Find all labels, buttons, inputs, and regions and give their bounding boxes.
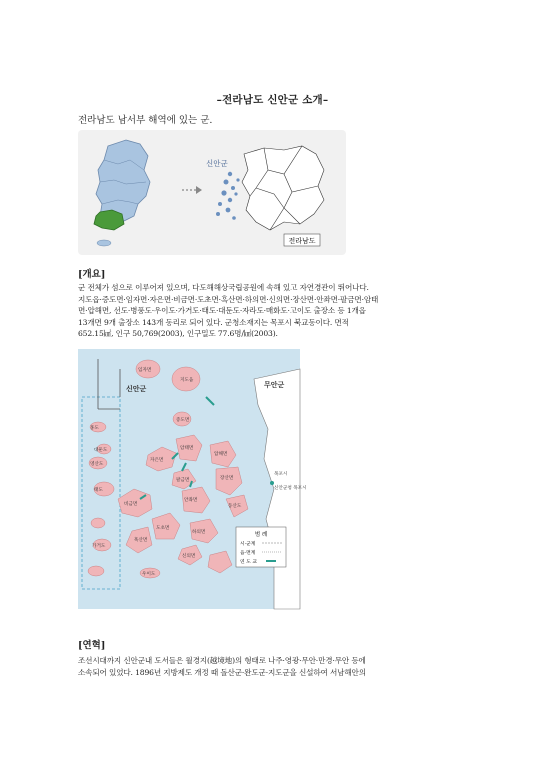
island-label: 안좌면	[184, 498, 198, 503]
overview-line: 지도읍·증도면·임자면·자은면·비금면·도초면·흑산면·하의면·신의면·장산면·안좌면·팔금면·암태	[78, 294, 379, 304]
page-title: –전라남도 신안군 소개–	[216, 94, 329, 106]
overview-heading: [개요]	[78, 269, 106, 280]
island-label: 장산면	[220, 476, 234, 481]
legend-row: 연 도 교	[240, 560, 257, 565]
county-map-label: 신안군	[206, 159, 228, 168]
island-label: 가거도	[92, 544, 106, 549]
map-county-label: 신안군	[126, 385, 147, 393]
island-label: 신의면	[182, 554, 196, 559]
island-label: 동산도	[228, 504, 242, 509]
map-neighbor-label: 무안군	[264, 381, 285, 389]
island-label: 대둔도	[94, 448, 108, 453]
history-paragraph	[78, 655, 470, 678]
korea-map	[94, 140, 150, 246]
county-office-marker	[270, 481, 274, 485]
location-map-image	[78, 130, 346, 255]
legend-title: 범 례	[254, 532, 268, 538]
overview-paragraph	[78, 282, 470, 340]
island-label: 비금면	[124, 502, 138, 507]
history-line: 조선시대까지 신안군내 도서들은 월경지(越境地)의 형태로 나주·영광·무안·만경·무안 등에	[78, 656, 366, 665]
overview-line: 군 전체가 섬으로 이루어져 있으며, 다도해해상국립공원에 속해 있고 자연경관이 뛰어나다.	[78, 283, 369, 292]
legend-row: 읍·면계	[240, 551, 256, 556]
island-label: 홍도	[90, 426, 99, 431]
island-label: 팔금면	[176, 478, 190, 483]
history-heading: [연혁]	[78, 640, 106, 651]
history-line: 소속되어 있었다. 1896년 지방제도 개정 때 돌산군·완도군·지도군을 신설하여 서남해안의	[78, 667, 366, 677]
overview-line: 13개면 9개 출장소 143개 동리로 되어 있다. 군청소재지는 목포시 북교동이다. 면적	[78, 317, 349, 327]
island-label: 우이도	[142, 572, 156, 577]
intro-text: 전라남도 남서부 해역에 있는 군.	[78, 115, 213, 126]
island-label: 태도	[94, 488, 103, 493]
islands-group	[88, 360, 248, 578]
island-label: 자은면	[150, 458, 164, 463]
island-label: 증도면	[176, 418, 190, 423]
sinan-county-map	[78, 349, 307, 609]
island-label: 압해면	[214, 452, 228, 457]
island-label: 암태면	[180, 446, 194, 451]
county-office-label: 신안군청 목포시	[274, 486, 307, 491]
overview-line: 652.15㎢, 인구 50,769(2003), 인구밀도 77.6명/㎢(2003).	[78, 329, 278, 339]
island-label: 임자면	[138, 368, 152, 373]
island-label: 지도읍	[180, 378, 194, 383]
legend-row: 시·군계	[240, 542, 256, 547]
jeonnam-map	[242, 146, 324, 230]
arrow-icon	[182, 186, 202, 194]
island-label: 도초면	[156, 526, 170, 531]
island-label: 하의면	[192, 530, 206, 535]
sinan-islands	[216, 172, 240, 220]
province-map-label: 전라남도	[288, 237, 316, 245]
overview-line: 면·압해면, 선도·병풍도·우이도·가거도·태도·대둔도·자라도·매화도·고이도 출장소 등 1개읍	[78, 306, 366, 316]
mokpo-label: 목포시	[274, 472, 288, 477]
island-label: 흑산면	[134, 538, 148, 543]
island-label: 영산도	[90, 462, 104, 467]
